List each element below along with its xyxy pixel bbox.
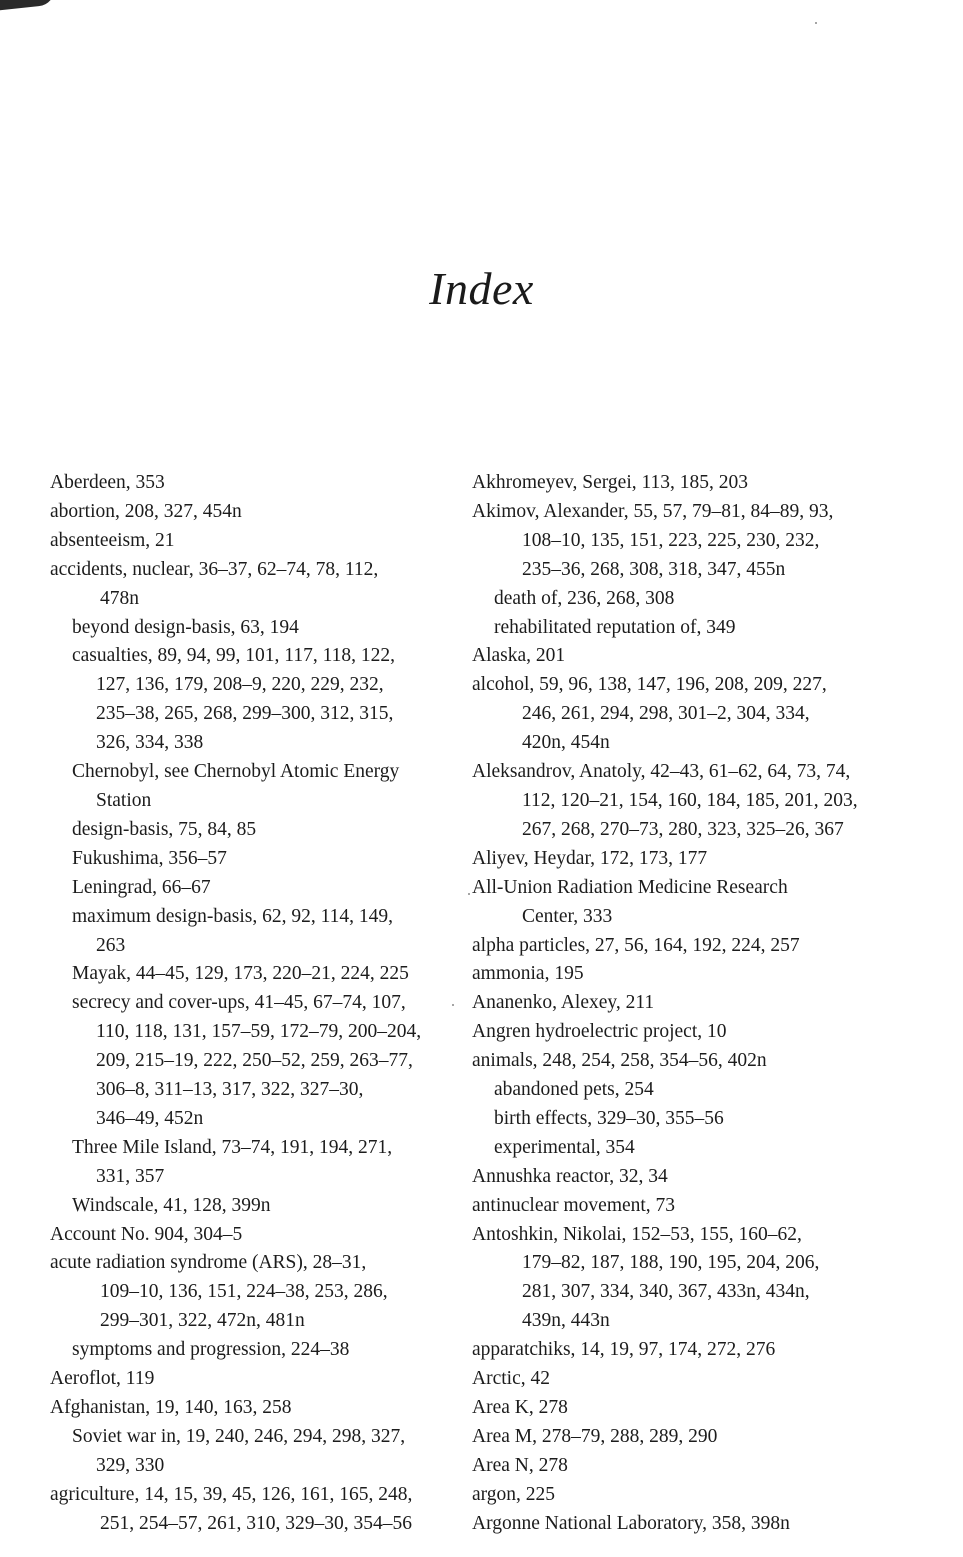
index-entry-continuation: 110, 118, 131, 157–59, 172–79, 200–204,	[96, 1021, 422, 1043]
index-subentry: Fukushima, 356–57	[72, 847, 227, 869]
index-entry: Aliyev, Heydar, 172, 173, 177	[472, 847, 708, 869]
index-entry: Antoshkin, Nikolai, 152–53, 155, 160–62,	[472, 1223, 802, 1245]
index-subentry: experimental, 354	[494, 1136, 635, 1158]
index-subentry: beyond design-basis, 63, 194	[72, 616, 299, 638]
index-entry-continuation: 108–10, 135, 151, 223, 225, 230, 232,	[522, 529, 820, 551]
page-title: Index	[429, 263, 534, 314]
index-subentry: death of, 236, 268, 308	[494, 587, 675, 609]
index-entry-continuation: 251, 254–57, 261, 310, 329–30, 354–56	[100, 1512, 412, 1534]
index-entry-continuation: 299–301, 322, 472n, 481n	[100, 1310, 305, 1332]
index-subentry: Soviet war in, 19, 240, 246, 294, 298, 327,	[72, 1425, 406, 1447]
index-entry-continuation: 263	[96, 934, 126, 956]
index-entry: accidents, nuclear, 36–37, 62–74, 78, 112,	[50, 558, 379, 580]
index-entry-continuation: 478n	[100, 587, 139, 609]
index-entry-continuation: 109–10, 136, 151, 224–38, 253, 286,	[100, 1281, 388, 1303]
index-entry-continuation: 179–82, 187, 188, 190, 195, 204, 206,	[522, 1252, 820, 1274]
index-entry-continuation: 246, 261, 294, 298, 301–2, 304, 334,	[522, 703, 810, 725]
speck	[468, 893, 470, 895]
index-subentry: Chernobyl, see Chernobyl Atomic Energy	[72, 761, 400, 783]
index-entry: Aeroflot, 119	[50, 1368, 155, 1390]
index-subentry: Three Mile Island, 73–74, 191, 194, 271,	[72, 1136, 393, 1158]
index-subentry: symptoms and progression, 224–38	[72, 1339, 350, 1361]
index-entry: Ananenko, Alexey, 211	[472, 992, 655, 1014]
index-subentry: maximum design-basis, 62, 92, 114, 149,	[72, 905, 394, 927]
index-entry: Afghanistan, 19, 140, 163, 258	[50, 1397, 292, 1418]
index-entry-continuation: 420n, 454n	[522, 732, 610, 754]
index-entry: animals, 248, 254, 258, 354–56, 402n	[472, 1050, 767, 1072]
index-subentry: Mayak, 44–45, 129, 173, 220–21, 224, 225	[72, 963, 409, 985]
index-entry-continuation: 112, 120–21, 154, 160, 184, 185, 201, 203,	[522, 789, 858, 811]
index-entry: Argonne National Laboratory, 358, 398n	[472, 1512, 790, 1534]
index-entry: antinuclear movement, 73	[472, 1194, 676, 1216]
index-right-column	[472, 469, 912, 1539]
page-corner-shadow	[0, 0, 60, 14]
index-entry: Aleksandrov, Anatoly, 42–43, 61–62, 64, 73, 74,	[472, 761, 851, 783]
index-subentry: abandoned pets, 254	[494, 1079, 654, 1101]
index-entry: Aberdeen, 353	[50, 472, 165, 493]
index-entry: alpha particles, 27, 56, 164, 192, 224, 257	[472, 934, 800, 956]
index-entry: apparatchiks, 14, 19, 97, 174, 272, 276	[472, 1339, 776, 1361]
index-entry-continuation: 209, 215–19, 222, 250–52, 259, 263–77,	[96, 1050, 413, 1072]
index-entry: All-Union Radiation Medicine Research	[472, 876, 788, 898]
index-entry: Alaska, 201	[472, 645, 566, 667]
index-subentry: design-basis, 75, 84, 85	[72, 818, 257, 840]
index-entry: agriculture, 14, 15, 39, 45, 126, 161, 165, 248,	[50, 1483, 413, 1505]
index-entry-continuation: 439n, 443n	[522, 1310, 610, 1332]
index-entry-continuation: 281, 307, 334, 340, 367, 433n, 434n,	[522, 1281, 810, 1303]
index-entry-continuation: Station	[96, 789, 152, 811]
index-entry-continuation: 306–8, 311–13, 317, 322, 327–30,	[96, 1079, 364, 1101]
index-entry-continuation: 127, 136, 179, 208–9, 220, 229, 232,	[96, 674, 384, 696]
index-entry: Arctic, 42	[472, 1368, 550, 1390]
index-entry-continuation: Center, 333	[522, 905, 613, 927]
index-subentry: rehabilitated reputation of, 349	[494, 616, 736, 638]
index-entry: Area M, 278–79, 288, 289, 290	[472, 1425, 718, 1447]
index-entry: acute radiation syndrome (ARS), 28–31,	[50, 1252, 367, 1274]
index-entry-continuation: 331, 357	[96, 1165, 165, 1187]
index-entry-continuation: 346–49, 452n	[96, 1107, 204, 1129]
speck	[815, 22, 817, 24]
index-subentry: casualties, 89, 94, 99, 101, 117, 118, 122,	[72, 645, 395, 667]
index-entry: ammonia, 195	[472, 963, 584, 985]
index-entry-continuation: 235–38, 265, 268, 299–300, 312, 315,	[96, 703, 394, 725]
index-entry: argon, 225	[472, 1483, 556, 1505]
index-entry: Annushka reactor, 32, 34	[472, 1165, 668, 1187]
index-entry-continuation: 329, 330	[96, 1454, 165, 1476]
index-entry: Area N, 278	[472, 1454, 568, 1476]
index-entry-continuation: 235–36, 268, 308, 318, 347, 455n	[522, 558, 786, 580]
index-entry: alcohol, 59, 96, 138, 147, 196, 208, 209, 227,	[472, 674, 827, 696]
index-entry-continuation: 267, 268, 270–73, 280, 323, 325–26, 367	[522, 818, 844, 840]
index-subentry: Leningrad, 66–67	[72, 876, 211, 898]
index-left-column	[50, 469, 460, 1539]
index-entry: abortion, 208, 327, 454n	[50, 500, 242, 522]
index-subentry: secrecy and cover-ups, 41–45, 67–74, 107,	[72, 992, 406, 1014]
index-entry: Akhromeyev, Sergei, 113, 185, 203	[472, 472, 749, 493]
index-subentry: birth effects, 329–30, 355–56	[494, 1107, 724, 1129]
index-entry: Account No. 904, 304–5	[50, 1223, 243, 1245]
index-subentry: Windscale, 41, 128, 399n	[72, 1194, 271, 1216]
index-entry-continuation: 326, 334, 338	[96, 732, 204, 754]
index-entry: absenteeism, 21	[50, 529, 175, 551]
index-entry: Area K, 278	[472, 1397, 568, 1418]
index-entry: Angren hydroelectric project, 10	[472, 1021, 727, 1043]
index-entry: Akimov, Alexander, 55, 57, 79–81, 84–89, 93,	[472, 500, 834, 522]
